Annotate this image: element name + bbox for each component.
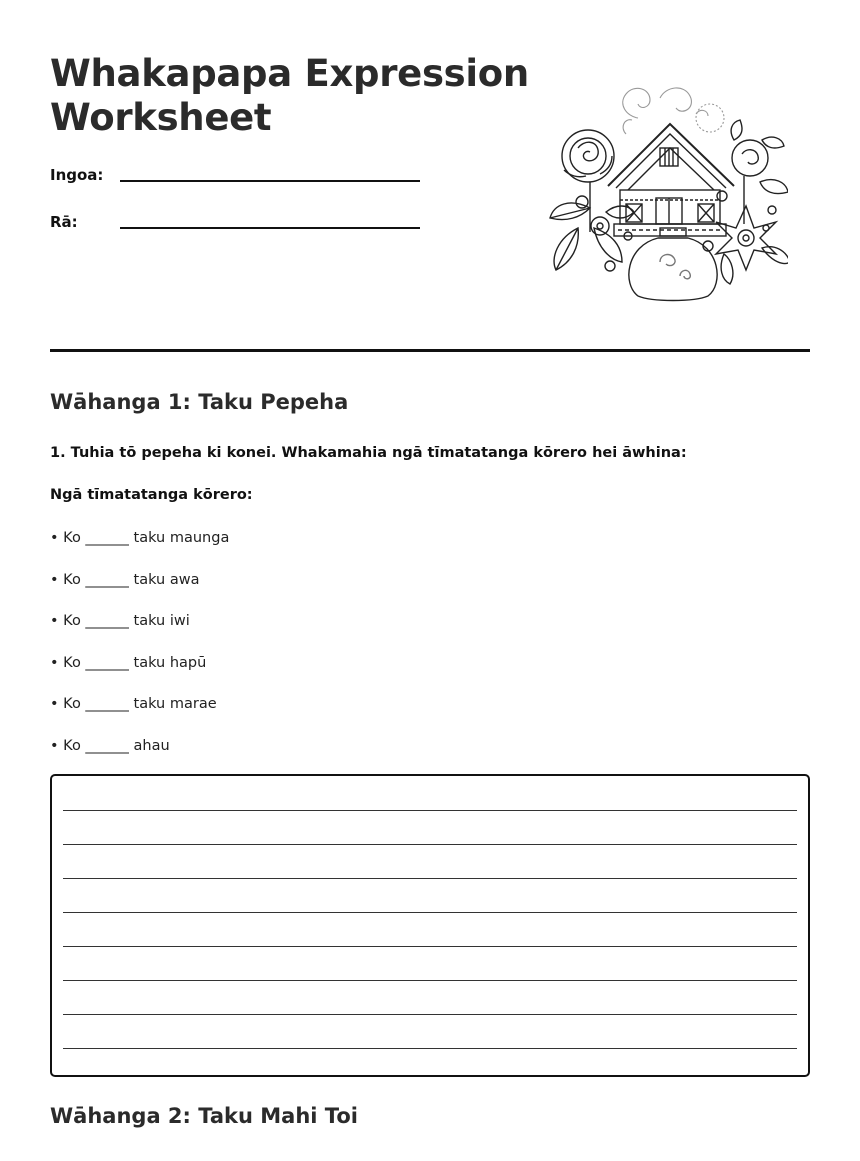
writing-line[interactable] — [63, 946, 797, 947]
name-label: Ingoa: — [50, 166, 104, 184]
writing-line[interactable] — [63, 1014, 797, 1015]
title-line-1: Whakapapa Expression — [50, 52, 529, 95]
starter-awa: • Ko ______ taku awa — [50, 571, 200, 588]
starter-iwi: • Ko ______ taku iwi — [50, 613, 190, 630]
writing-line[interactable] — [63, 912, 797, 913]
starter-hapu: • Ko ______ taku hapū — [50, 654, 207, 671]
starter-marae: • Ko ______ taku marae — [50, 696, 217, 713]
pepeha-answer-box[interactable] — [50, 774, 810, 1077]
page-title — [50, 52, 530, 140]
writing-line[interactable] — [63, 844, 797, 845]
name-field[interactable] — [50, 166, 120, 184]
writing-line[interactable] — [63, 980, 797, 981]
starter-maunga: • Ko ______ taku maunga — [50, 530, 230, 546]
wharenui-floral-illustration-icon — [548, 78, 788, 302]
writing-line[interactable] — [63, 878, 797, 879]
title-line-2: Worksheet — [50, 96, 272, 139]
name-write-line[interactable] — [120, 180, 420, 182]
sentence-starters-heading: Ngā tīmatatanga kōrero: — [50, 487, 253, 503]
header-divider — [50, 349, 810, 352]
date-field[interactable] — [50, 213, 120, 231]
question-1-instruction: 1. Tuhia tō pepeha ki konei. Whakamahia ngā tīmatatanga kōrero hei āwhina: — [50, 445, 687, 461]
section-1-title: Wāhanga 1: Taku Pepeha — [50, 390, 349, 414]
writing-line[interactable] — [63, 1048, 797, 1049]
date-label: Rā: — [50, 213, 78, 231]
starter-ahau: • Ko ______ ahau — [50, 737, 170, 754]
sentence-starters-list — [50, 528, 229, 778]
date-write-line[interactable] — [120, 227, 420, 229]
writing-line[interactable] — [63, 810, 797, 811]
section-2-title: Wāhanga 2: Taku Mahi Toi — [50, 1104, 358, 1128]
